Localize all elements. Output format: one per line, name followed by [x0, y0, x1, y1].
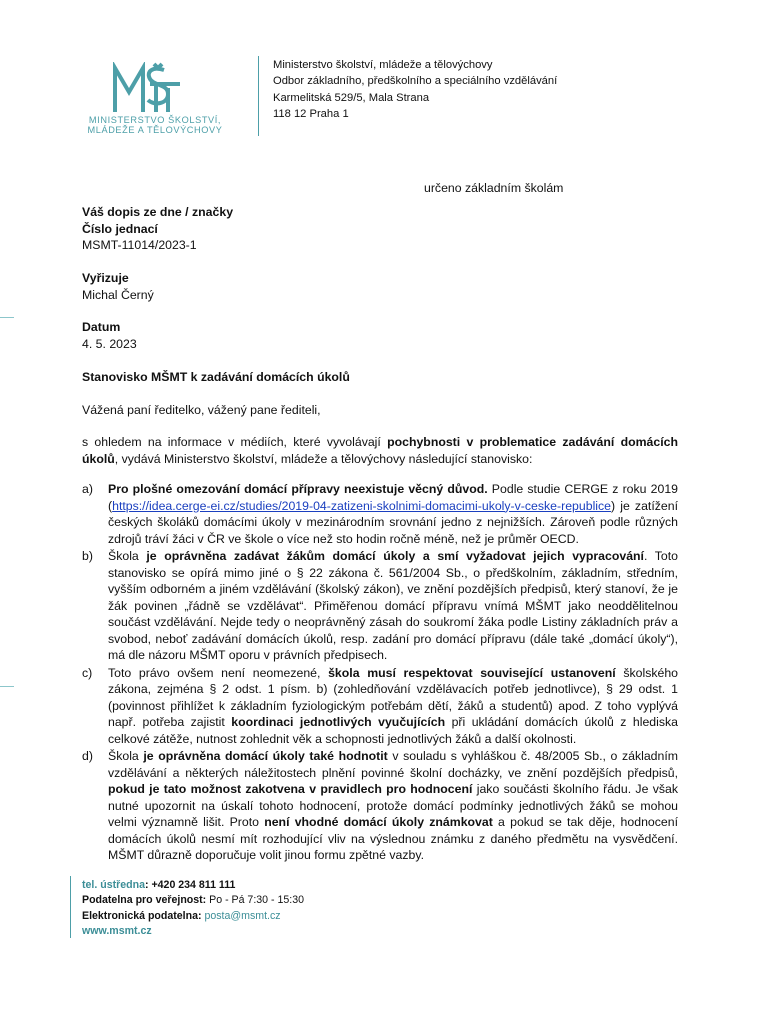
cerge-study-link[interactable]: https://idea.cerge-ei.cz/studies/2019-04-zatizeni-skolnimi-domacimi-ukoly-v-ceske-republice — [112, 498, 612, 513]
msmt-logo-mark — [112, 62, 182, 114]
sender-line: 118 12 Praha 1 — [273, 107, 349, 120]
list-item-d: d) Škola je oprávněna domácí úkoly také hodnotit v souladu s vyhláškou č. 48/2005 Sb., o základním vzdělávání a některých náležitostech plnění povinné školní docházky, ve znění pozdějších předpisů, pokud je tato možnost zakotvena v pravidlech pro hodnocení jako součásti školního řádu. Je však nutné upozornit na úskalí tohoto hodnocení, protože domácí podmínky jednotlivých žáků se mohou velmi významně lišit. Proto není vhodné domácí úkoly známkovat a pokud se tak děje, hodnocení domácích úkolů nesmí mít rozhodující vliv na výslednou známku z daného předmětu na vysvědčení. MŠMT důrazně doporučuje volit jinou formu zpětné vazby. — [82, 749, 678, 862]
phone-label: tel. ústředna — [82, 879, 145, 891]
date-value: 4. 5. 2023 — [82, 336, 137, 351]
logo-line-1: MINISTERSTVO ŠKOLSTVÍ, — [88, 115, 222, 125]
fold-mark — [0, 317, 14, 318]
hours-value: Po - Pá 7:30 - 15:30 — [206, 894, 304, 907]
phone-value: : +420 234 811 111 — [145, 879, 236, 891]
header-divider — [258, 56, 259, 136]
sender-line: Karmelitská 529/5, Mala Strana — [273, 91, 430, 104]
email-label: Elektronická podatelna: — [82, 909, 202, 922]
handler-block — [82, 270, 154, 303]
date-block — [82, 319, 137, 352]
footer-divider — [70, 876, 71, 938]
logo-line-2: MLÁDEŽE A TĚLOVÝCHOVY — [87, 125, 223, 135]
email-link[interactable]: posta@msmt.cz — [204, 909, 281, 922]
sender-line: Ministerstvo školství, mládeže a tělovýchovy — [273, 59, 493, 71]
msmt-logo — [68, 62, 238, 142]
salutation: Vážená paní ředitelko, vážený pane řediteli, — [82, 403, 321, 417]
footer-contacts — [82, 878, 304, 939]
hours-label: Podatelna pro veřejnost: — [82, 894, 207, 907]
number-value: MSMT-11014/2023-1 — [82, 238, 197, 252]
handler-value: Michal Černý — [82, 287, 154, 302]
statement-list — [82, 481, 678, 865]
website-link[interactable]: www.msmt.cz — [82, 924, 152, 937]
list-item-c: c) Toto právo ovšem není neomezené, škola musí respektovat související ustanovení školského zákona, zejména § 2 odst. 1 písm. b) (zohledňování vzdělávacích potřeb jednotlivce), § 29 odst. 1 (povinnost přihlížet k základním fyziologickým potřebám dětí, žáků a studentů) apod. Z toho vyplývá např. potřeba zajistit koordinaci jednotlivých vyučujících při ukládání domácích úkolů z hlediska celkové zátěže, nutnost zohlednit věk a schopnosti jednotlivých žáků a další okolnosti. — [82, 665, 679, 746]
sender-address — [273, 57, 557, 122]
logo-text — [70, 115, 240, 135]
sender-line: Odbor základního, předškolního a speciálního vzdělávání — [273, 75, 558, 88]
number-label: Číslo jednací — [82, 221, 158, 236]
document-title: Stanovisko MŠMT k zadávání domácích úkolů — [82, 370, 350, 384]
list-item-b: b) Škola je oprávněna zadávat žákům domácí úkoly a smí vyžadovat jejich vypracování. Toto stanovisko se opírá mimo jiné o § 22 zákona č. 561/2004 Sb., o předškolním, základním, středním, vyšším odborném a jiném vzdělávání (školský zákon), ve znění pozdějších předpisů, který stanoví, že je žák povinen „řádně se vzdělávat“. Přiměřenou domácí přípravu vnímá MŠMT jako neoddělitelnou součást vzdělávání. Nejde tedy o neoprávněný zásah do soukromí žáka podle Listiny základních práv a svobod, neboť zadávání domácích úkolů, resp. zadání pro domácí přípravu (dále také „domácí úkoly“), má dle názoru MŠMT oporu v právních předpisech. — [82, 549, 678, 662]
date-label: Datum — [82, 320, 121, 334]
reference-block — [82, 204, 233, 254]
list-item-a: a) Pro plošné omezování domácí přípravy neexistuje věcný důvod. Podle studie CERGE z roku 2019 (https://idea.cerge-ei.cz/studies/2019-04-zatizeni-skolnimi-domacimi-ukoly-v-ceske-republice) je zatížení českých školáků domácími úkoly v mezinárodním srovnání jedno z nejnižších. Zároveň podle různých zdrojů tráví žáci v ČR ve škole o více než sto hodin ročně méně, než je průměr OECD. — [82, 482, 678, 546]
ref-label: Váš dopis ze dne / značky — [82, 205, 234, 219]
intro-paragraph: s ohledem na informace v médiích, které vyvolávají pochybnosti v problematice zadávání domácích úkolů, vydává Ministerstvo školství, mládeže a tělovýchovy následující stanovisko: — [82, 435, 678, 466]
handler-label: Vyřizuje — [82, 271, 129, 285]
recipient: určeno základním školám — [424, 181, 564, 195]
fold-mark — [0, 686, 14, 687]
